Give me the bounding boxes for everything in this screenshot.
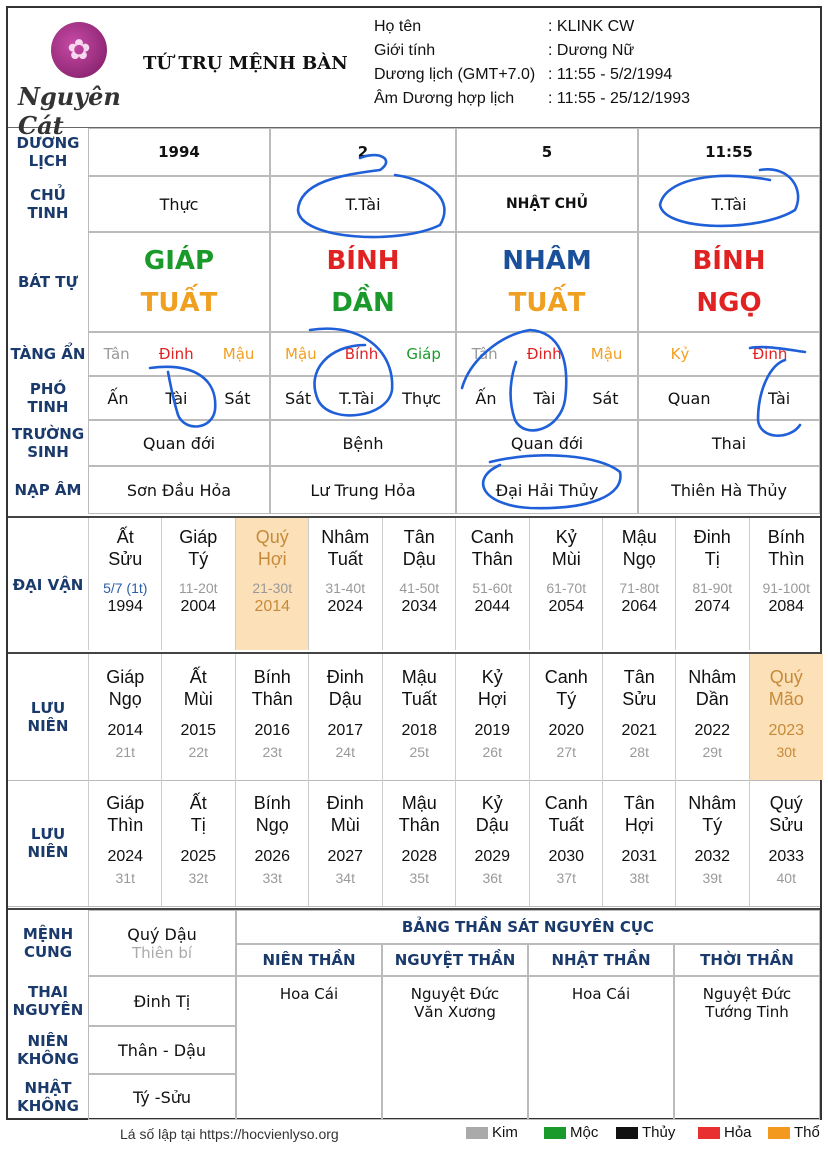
- pillar-date: 5: [456, 128, 638, 176]
- period-age: 51-60t: [472, 580, 513, 596]
- luu-nien-year: [161, 780, 235, 906]
- year-age: 27t: [556, 744, 576, 760]
- info-value: : 11:55 - 25/12/1993: [548, 90, 691, 107]
- pillar-nap-am: Đại Hải Thủy: [456, 466, 638, 514]
- period-stem: Ất: [116, 527, 134, 547]
- hidden-stem: Đinh: [752, 345, 788, 363]
- secondary-star: T.Tài: [339, 388, 375, 408]
- hidden-stem: Giáp: [406, 345, 441, 363]
- pillar-chu-tinh: T.Tài: [270, 176, 456, 232]
- pillar-bat-tu: [270, 232, 456, 332]
- luu-nien-year: [88, 780, 162, 906]
- pillar-nap-am: Sơn Đầu Hỏa: [88, 466, 270, 514]
- year-age: 33t: [262, 870, 282, 886]
- period-branch: Thân: [471, 549, 513, 569]
- legend-swatch: [768, 1127, 790, 1139]
- period-age: 81-90t: [692, 580, 733, 596]
- year-stem: Canh: [544, 793, 588, 813]
- info-value: : Dương Nữ: [548, 42, 635, 59]
- hidden-stem: Tân: [103, 345, 130, 363]
- luu-nien-year: [455, 654, 529, 780]
- year-number: 2015: [180, 722, 217, 739]
- than-sat-value: Hoa Cái: [528, 976, 674, 1120]
- year-stem: Đinh: [326, 667, 364, 687]
- than-sat-value: Nguyệt Đức Tướng Tinh: [674, 976, 820, 1120]
- info-key: Họ tên: [374, 18, 422, 35]
- year-stem: Giáp: [106, 793, 145, 813]
- year-branch: Mùi: [183, 689, 213, 709]
- year-branch: Mùi: [330, 815, 360, 835]
- legend-swatch: [616, 1127, 638, 1139]
- year-branch: Thìn: [107, 815, 144, 835]
- pillar-pho-tinh: [456, 376, 638, 420]
- pillar-tang-an: [270, 332, 456, 376]
- year-stem: Ất: [189, 667, 207, 687]
- pillar-nap-am: Thiên Hà Thủy: [638, 466, 820, 514]
- personal-info: [374, 18, 690, 114]
- luu-nien-year: [675, 780, 749, 906]
- period-year: 2064: [621, 598, 658, 615]
- info-key: Dương lịch (GMT+7.0): [374, 66, 536, 83]
- period-year: 2044: [474, 598, 511, 615]
- year-age: 21t: [115, 744, 135, 760]
- value-subtext: Thiên bí: [131, 943, 193, 962]
- luu-nien-year: [382, 654, 456, 780]
- dai-van-period: [602, 518, 676, 650]
- info-value: : 11:55 - 5/2/1994: [548, 66, 673, 83]
- pillar-pho-tinh: [638, 376, 820, 420]
- year-branch: Thân: [398, 815, 440, 835]
- year-age: 28t: [629, 744, 649, 760]
- info-key: Giới tính: [374, 42, 436, 59]
- row-label-nhat_khong: NHẬT KHÔNG: [17, 1079, 79, 1115]
- hidden-stem: Mậu: [285, 345, 317, 363]
- year-age: 25t: [409, 744, 429, 760]
- year-branch: Ngọ: [108, 689, 142, 709]
- year-branch: Tuất: [401, 689, 437, 709]
- luu-nien-year: [749, 654, 823, 780]
- year-stem: Giáp: [106, 667, 145, 687]
- earthly-branch: NGỌ: [696, 288, 762, 318]
- row-divider: [8, 906, 820, 907]
- year-age: 32t: [188, 870, 208, 886]
- period-stem: Kỷ: [555, 527, 577, 547]
- year-number: 2021: [621, 722, 658, 739]
- chart-frame: [6, 6, 822, 1120]
- than-sat-value: Nguyệt Đức Văn Xương: [382, 976, 528, 1120]
- year-stem: Kỷ: [481, 667, 503, 687]
- period-stem: Tân: [403, 527, 435, 547]
- footer-text: Lá số lập tại https://hocvienlyso.org: [120, 1126, 339, 1142]
- year-age: 39t: [702, 870, 722, 886]
- than-sat-header: NIÊN THẦN: [236, 944, 382, 976]
- year-age: 36t: [482, 870, 502, 886]
- year-branch: Dần: [695, 689, 729, 709]
- row-label-luu_nien2: LƯU NIÊN: [27, 825, 69, 861]
- row-label-nien_khong: NIÊN KHÔNG: [17, 1032, 79, 1068]
- year-stem: Tân: [623, 667, 655, 687]
- legend-label: Mộc: [570, 1124, 599, 1141]
- secondary-star: Tài: [165, 388, 188, 408]
- period-year: 2004: [180, 598, 217, 615]
- luu-nien-year: [602, 654, 676, 780]
- info-value: : KLINK CW: [548, 18, 635, 35]
- year-number: 2022: [694, 722, 731, 739]
- year-number: 2033: [768, 848, 805, 865]
- legend-item: [466, 1124, 518, 1141]
- year-age: 31t: [115, 870, 135, 886]
- value-nhat_khong: [88, 1074, 236, 1120]
- legend-swatch: [466, 1127, 488, 1139]
- pillar-date: 2: [270, 128, 456, 176]
- period-branch: Ngọ: [622, 549, 656, 569]
- period-branch: Thìn: [768, 549, 805, 569]
- row-label-tang_an: TÀNG ẨN: [10, 345, 86, 363]
- dai-van-period: [382, 518, 456, 650]
- period-stem: Mậu: [621, 527, 657, 547]
- lotus-icon: ✿: [51, 22, 107, 78]
- hidden-stem: Mậu: [590, 345, 623, 363]
- row-label-bat_tu: BÁT TỰ: [17, 273, 79, 291]
- period-branch: Tuất: [327, 549, 363, 569]
- period-age: 61-70t: [546, 580, 587, 596]
- row-label-pho_tinh: PHÓ TINH: [27, 380, 69, 416]
- hidden-stem: Bính: [344, 345, 379, 363]
- year-number: 2017: [327, 722, 364, 739]
- year-branch: Dậu: [328, 689, 362, 709]
- year-branch: Dậu: [475, 815, 509, 835]
- pillar-truong-sinh: Quan đới: [88, 420, 270, 466]
- year-branch: Mão: [768, 689, 804, 709]
- year-stem: Nhâm: [688, 793, 737, 813]
- period-stem: Bính: [767, 527, 805, 547]
- dai-van-period: [88, 518, 162, 650]
- value-nien_khong: [88, 1026, 236, 1074]
- year-stem: Ất: [189, 793, 207, 813]
- luu-nien-year: [529, 654, 603, 780]
- pillar-chu-tinh: Thực: [88, 176, 270, 232]
- year-branch: Hợi: [624, 815, 654, 835]
- year-stem: Mậu: [401, 793, 437, 813]
- year-number: 2019: [474, 722, 511, 739]
- year-branch: Sửu: [622, 689, 657, 709]
- year-age: 26t: [482, 744, 502, 760]
- dai-van-period: [235, 518, 309, 650]
- year-number: 2018: [401, 722, 438, 739]
- year-stem: Đinh: [326, 793, 364, 813]
- legend-label: Kim: [492, 1124, 518, 1141]
- luu-nien-year: [749, 780, 823, 906]
- row-label-truong_sinh: TRƯỜNG SINH: [11, 425, 85, 461]
- year-number: 2028: [401, 848, 438, 865]
- than-sat-header: NHẬT THẦN: [528, 944, 674, 976]
- year-number: 2025: [180, 848, 217, 865]
- luu-nien-year: [235, 654, 309, 780]
- heavenly-stem: GIÁP: [143, 246, 215, 276]
- secondary-star: Tài: [768, 388, 791, 408]
- legend-label: Thổ: [794, 1124, 820, 1141]
- legend-swatch: [698, 1127, 720, 1139]
- period-age: 5/7 (1t): [103, 580, 148, 596]
- pillar-date: 11:55: [638, 128, 820, 176]
- earthly-branch: TUẤT: [140, 288, 218, 318]
- pillar-tang-an: [88, 332, 270, 376]
- row-label-dai-van: ĐẠI VẬN: [12, 576, 84, 594]
- page-title: TỨ TRỤ MỆNH BÀN: [143, 53, 348, 74]
- luu-nien-year: [675, 654, 749, 780]
- pillar-bat-tu: [88, 232, 270, 332]
- pillar-truong-sinh: Quan đới: [456, 420, 638, 466]
- heavenly-stem: BÍNH: [692, 246, 766, 276]
- dai-van-period: [308, 518, 382, 650]
- year-stem: Mậu: [401, 667, 437, 687]
- pillar-tang-an: [456, 332, 638, 376]
- earthly-branch: TUẤT: [508, 288, 586, 318]
- year-branch: Tý: [556, 689, 577, 709]
- heavenly-stem: BÍNH: [326, 246, 400, 276]
- pillar-chu-tinh: T.Tài: [638, 176, 820, 232]
- pillar-nap-am: Lư Trung Hỏa: [270, 466, 456, 514]
- year-age: 22t: [188, 744, 208, 760]
- luu-nien-year: [308, 654, 382, 780]
- period-branch: Hợi: [257, 549, 287, 569]
- year-stem: Bính: [253, 667, 291, 687]
- legend-item: [616, 1124, 675, 1141]
- dai-van-period: [749, 518, 823, 650]
- year-age: 35t: [409, 870, 429, 886]
- year-number: 2027: [327, 848, 364, 865]
- dai-van-period: [455, 518, 529, 650]
- year-branch: Thân: [251, 689, 293, 709]
- pillar-bat-tu: [638, 232, 820, 332]
- year-stem: Kỷ: [481, 793, 503, 813]
- period-age: 41-50t: [399, 580, 440, 596]
- year-stem: Quý: [769, 793, 803, 813]
- year-number: 2024: [107, 848, 144, 865]
- header: [8, 8, 820, 140]
- dai-van-period: [529, 518, 603, 650]
- year-stem: Nhâm: [688, 667, 737, 687]
- hidden-stem: Đinh: [158, 345, 194, 363]
- year-number: 2020: [548, 722, 585, 739]
- value-text: Quý Dậu: [127, 924, 197, 944]
- row-label-chu_tinh: CHỦ TINH: [27, 186, 69, 222]
- year-number: 2032: [694, 848, 731, 865]
- period-branch: Dậu: [402, 549, 436, 569]
- year-stem: Quý: [769, 667, 803, 687]
- pillar-date: 1994: [88, 128, 270, 176]
- secondary-star: Sát: [592, 388, 619, 408]
- period-branch: Mùi: [551, 549, 581, 569]
- year-branch: Hợi: [477, 689, 507, 709]
- info-key: Âm Dương hợp lịch: [374, 90, 515, 107]
- luu-nien-year: [161, 654, 235, 780]
- period-stem: Giáp: [179, 527, 218, 547]
- legend-swatch: [544, 1127, 566, 1139]
- than-sat-header: NGUYỆT THẦN: [382, 944, 528, 976]
- period-stem: Đinh: [693, 527, 731, 547]
- than-sat-title: BẢNG THẦN SÁT NGUYÊN CỤC: [236, 910, 820, 944]
- secondary-star: Sát: [284, 388, 312, 408]
- value-text: Tý -Sửu: [132, 1087, 192, 1107]
- legend-label: Thủy: [642, 1124, 676, 1141]
- secondary-star: Tài: [533, 388, 556, 408]
- period-branch: Tý: [188, 549, 209, 569]
- hidden-stem: Mậu: [222, 345, 255, 363]
- period-year: 2014: [254, 598, 291, 615]
- period-stem: Canh: [470, 527, 514, 547]
- period-branch: Tị: [704, 549, 720, 569]
- period-year: 2034: [401, 598, 438, 615]
- dai-van-period: [675, 518, 749, 650]
- period-age: 91-100t: [762, 580, 810, 596]
- period-age: 71-80t: [619, 580, 660, 596]
- period-branch: Sửu: [108, 549, 143, 569]
- row-label-thai_nguyen: THAI NGUYÊN: [12, 983, 84, 1019]
- luu-nien-year: [382, 780, 456, 906]
- dai-van-period: [161, 518, 235, 650]
- pillar-truong-sinh: Thai: [638, 420, 820, 466]
- hidden-stem: Đinh: [526, 345, 562, 363]
- pillar-tang-an: [638, 332, 820, 376]
- secondary-star: Ấn: [475, 388, 497, 408]
- period-age: 31-40t: [325, 580, 366, 596]
- legend-item: [698, 1124, 752, 1141]
- year-branch: Ngọ: [255, 815, 289, 835]
- value-menh_cung: [88, 910, 236, 976]
- period-stem: Quý: [255, 527, 289, 547]
- year-number: 2029: [474, 848, 511, 865]
- period-year: 2024: [327, 598, 364, 615]
- year-number: 2030: [548, 848, 585, 865]
- heavenly-stem: NHÂM: [502, 246, 592, 276]
- year-branch: Tuất: [548, 815, 584, 835]
- year-number: 2016: [254, 722, 291, 739]
- year-stem: Tân: [623, 793, 655, 813]
- period-age: 11-20t: [178, 580, 218, 596]
- than-sat-value: Hoa Cái: [236, 976, 382, 1120]
- period-year: 2054: [548, 598, 585, 615]
- earthly-branch: DẦN: [331, 288, 395, 318]
- period-stem: Nhâm: [321, 527, 370, 547]
- year-branch: Sửu: [769, 815, 804, 835]
- year-age: 29t: [702, 744, 722, 760]
- pillar-truong-sinh: Bệnh: [270, 420, 456, 466]
- year-age: 24t: [335, 744, 355, 760]
- luu-nien-year: [235, 780, 309, 906]
- year-stem: Canh: [544, 667, 588, 687]
- luu-nien-year: [529, 780, 603, 906]
- value-text: Đinh Tị: [133, 991, 191, 1011]
- year-number: 2031: [621, 848, 658, 865]
- pillar-chu-tinh: NHẬT CHỦ: [456, 176, 638, 232]
- period-year: 2074: [694, 598, 731, 615]
- year-age: 34t: [335, 870, 355, 886]
- year-branch: Tị: [190, 815, 206, 835]
- year-number: 2026: [254, 848, 291, 865]
- legend-item: [544, 1124, 598, 1141]
- hidden-stem: Tân: [471, 345, 498, 363]
- luu-nien-year: [88, 654, 162, 780]
- year-age: 23t: [262, 744, 282, 760]
- value-thai_nguyen: [88, 976, 236, 1026]
- row-label-luu_nien1: LƯU NIÊN: [27, 699, 69, 735]
- row-label-duong_lich: DƯƠNG LỊCH: [16, 134, 80, 170]
- year-number: 2023: [768, 722, 805, 739]
- secondary-star: Quan: [667, 388, 711, 408]
- secondary-star: Thực: [402, 388, 442, 408]
- pillar-pho-tinh: [270, 376, 456, 420]
- period-age: 21-30t: [252, 580, 293, 596]
- secondary-star: Sát: [224, 388, 251, 408]
- logo-text: Nguyên Cát: [18, 82, 121, 140]
- than-sat-header: THỜI THẦN: [674, 944, 820, 976]
- luu-nien-year: [455, 780, 529, 906]
- secondary-star: Ấn: [107, 388, 129, 408]
- row-label-menh_cung: MỆNH CUNG: [22, 925, 74, 961]
- year-age: 30t: [776, 744, 796, 760]
- luu-nien-year: [602, 780, 676, 906]
- year-age: 38t: [629, 870, 649, 886]
- luu-nien-year: [308, 780, 382, 906]
- period-year: 2084: [768, 598, 805, 615]
- row-label-nap_am: NẠP ÂM: [14, 481, 82, 499]
- legend-label: Hỏa: [724, 1124, 752, 1141]
- pillar-bat-tu: [456, 232, 638, 332]
- legend-item: [768, 1124, 820, 1141]
- year-branch: Tý: [702, 815, 723, 835]
- value-text: Thân - Dậu: [117, 1040, 207, 1060]
- pillar-pho-tinh: [88, 376, 270, 420]
- year-stem: Bính: [253, 793, 291, 813]
- year-age: 37t: [556, 870, 576, 886]
- year-age: 40t: [776, 870, 796, 886]
- hidden-stem: Kỷ: [670, 345, 690, 363]
- period-year: 1994: [107, 598, 144, 615]
- year-number: 2014: [107, 722, 144, 739]
- logo: [18, 18, 143, 140]
